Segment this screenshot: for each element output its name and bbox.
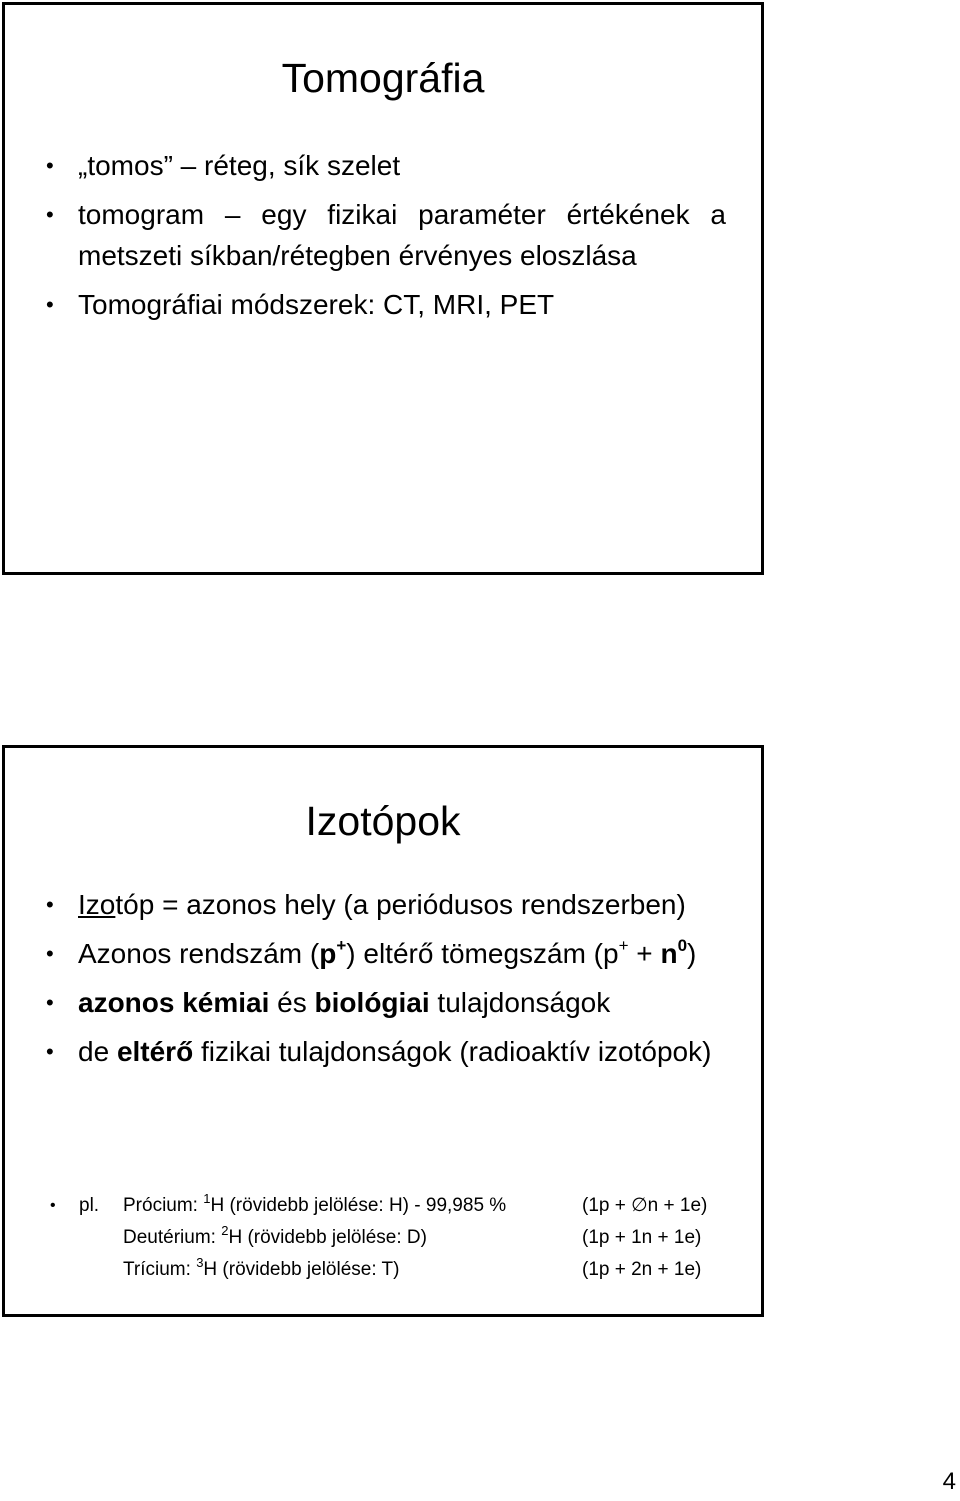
bullet-item bbox=[78, 884, 726, 925]
bullet-text: ) eltérő tömegszám (p bbox=[346, 938, 619, 969]
isotope-composition: (1p + 2n + 1e) bbox=[582, 1259, 702, 1280]
isotope-examples bbox=[50, 1190, 750, 1286]
example-row bbox=[50, 1222, 750, 1254]
neutron-charge: 0 bbox=[677, 936, 688, 955]
mass-number: 1 bbox=[203, 1191, 211, 1206]
neutron-symbol: n bbox=[660, 938, 678, 969]
isotope-composition: (1p + ∅n + 1e) bbox=[582, 1195, 708, 1216]
bullet-item bbox=[78, 933, 726, 974]
bullet-item bbox=[78, 982, 726, 1023]
isotope-desc: H (rövidebb jelölése: D) bbox=[228, 1227, 427, 1248]
bullet-text: és bbox=[269, 987, 315, 1018]
isotope-desc: H (rövidebb jelölése: T) bbox=[203, 1259, 400, 1280]
bullet-small: • bbox=[50, 1197, 56, 1214]
bullet-text: de bbox=[78, 1036, 117, 1067]
proton-charge: + bbox=[336, 936, 347, 955]
bold-text: eltérő bbox=[116, 1036, 194, 1067]
bullet-item: • „tomos” – réteg, sík szelet bbox=[78, 145, 726, 186]
example-row bbox=[50, 1190, 750, 1222]
isotope-name bbox=[123, 1190, 506, 1222]
mass-number: 3 bbox=[196, 1255, 204, 1270]
proton-charge: + bbox=[618, 936, 629, 955]
bullet-item: • tomogram – egy fizikai paraméter értékének a metszeti síkban/rétegben érvényes eloszlása bbox=[78, 194, 726, 276]
page-number: 4 bbox=[942, 1468, 956, 1495]
isotope-label: Deutérium: bbox=[123, 1227, 222, 1248]
isotope-name bbox=[123, 1222, 427, 1254]
slide-tomografia bbox=[2, 2, 764, 575]
bullet-text: tulajdonságok bbox=[429, 987, 611, 1018]
proton-symbol: p bbox=[319, 938, 337, 969]
mass-number: 2 bbox=[221, 1223, 229, 1238]
bullet-text: tóp = azonos hely (a periódusos rendszerben) bbox=[115, 889, 686, 920]
bullet-text: ) bbox=[687, 938, 697, 969]
isotope-label: Prócium: bbox=[123, 1195, 204, 1216]
bullet-item: • Tomográfiai módszerek: CT, MRI, PET bbox=[78, 284, 726, 325]
example-prefix: pl. bbox=[79, 1195, 100, 1216]
example-row bbox=[50, 1254, 750, 1286]
slide-title: Izotópok bbox=[305, 798, 461, 844]
isotope-label: Trícium: bbox=[123, 1259, 197, 1280]
bullet-text: + bbox=[628, 938, 661, 969]
isotope-composition: (1p + 1n + 1e) bbox=[582, 1227, 702, 1248]
bullet-text: fizikai tulajdonságok (radioaktív izotópok) bbox=[193, 1036, 712, 1067]
bold-text: biológiai bbox=[314, 987, 430, 1018]
bullet-text: Azonos rendszám ( bbox=[78, 938, 320, 969]
bullet-item bbox=[78, 1031, 726, 1072]
bullet-list bbox=[78, 884, 726, 1080]
slide-izotopok bbox=[2, 745, 764, 1317]
bold-text: azonos kémiai bbox=[78, 987, 270, 1018]
bullet-list bbox=[78, 145, 726, 333]
isotope-name bbox=[123, 1254, 400, 1286]
isotope-desc: H (rövidebb jelölése: H) - 99,985 % bbox=[210, 1195, 507, 1216]
underlined-prefix: Izo bbox=[78, 889, 116, 920]
slide-title: Tomográfia bbox=[281, 55, 485, 101]
